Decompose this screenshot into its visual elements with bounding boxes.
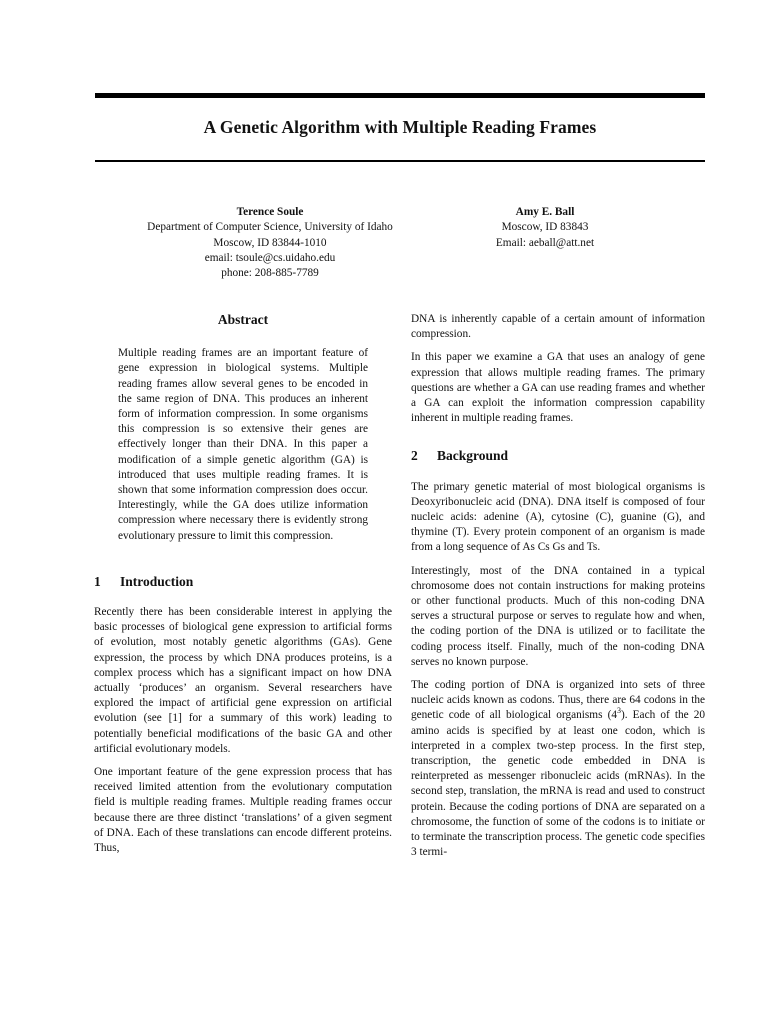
author-address: Moscow, ID 83844-1010 <box>213 236 327 249</box>
author-name: Terence Soule <box>236 206 304 218</box>
paragraph-text-start: The coding portion of DNA is organized into sets of three nucleic acids known as codons. Thus, there are 64 codons in the genetic code of all biological organisms (4 <box>411 679 705 722</box>
author-address: Moscow, ID 83843 <box>501 221 589 234</box>
section-title: Background <box>437 448 509 464</box>
superscript-exponent: 3 <box>616 706 621 716</box>
section-heading-background <box>411 448 705 463</box>
background-paragraph-2: Interestingly, most of the DNA contained in a typical chromosome does not contain instructions for making proteins or other functional products. Much of this non-coding DNA serves a structural purpose or serves to regulate how and when, the coding portion of the DNA is utilized or to facilitate the coding process itself. Finally, much of the non-coding DNA serves no known purpose. <box>411 564 705 668</box>
title-rule <box>95 160 705 162</box>
section-number: 1 <box>94 573 101 589</box>
top-rule <box>95 93 705 98</box>
abstract-text: Multiple reading frames are an important feature of gene expression in biological systems. Multiple reading frames allow several genes to be encoded in the same region of DNA. This produces an inherent form of information compression. In some organisms this compression is so extensive their genes are effectively longer than their DNA. In this paper a modification of a simple genetic algorithm (GA) is introduced that uses multiple reading frames. It is shown that some information compression does occur. Interestingly, while the GA does utilize information compression where necessary there is evidently strong evolutionary pressure to limit this compression. <box>118 347 368 542</box>
right-column <box>411 312 705 869</box>
paper-title: A Genetic Algorithm with Multiple Reading Frames <box>203 117 597 137</box>
background-paragraph-1: The primary genetic material of most biological organisms is Deoxyribonucleic acid (DNA). DNA itself is composed of four nucleic acids: adenine (A), cytosine (C), guanine (G), and thymine (T). Every protein component of an organism is made from a long sequence of As Cs Gs and Ts. <box>411 480 705 554</box>
intro-paragraph-2: One important feature of the gene expression process that has received limited attention from the evolutionary computation field is multiple reading frames. Multiple reading frames occur because there are three distinct ‘translations’ of a given segment of DNA. Each of these translations can encode different proteins. Thus, <box>94 766 392 855</box>
intro-paragraph-1: Recently there has been considerable interest in applying the basic processes of biological gene expression to artificial forms of evolution, most notably genetic algorithms (GAs). Gene expression, the process by which DNA produces proteins, is a complex process which has a significant impact on how DNA actually ‘produces’ an organism. Several researchers have explored the impact of artificial gene expression on artificial evolution (see [1] for a summary of this work) leading to potentially beneficial modifications of the basic GA and other artificial evolutionary models. <box>94 606 392 755</box>
section-heading-introduction <box>94 574 392 589</box>
author-block-ball <box>450 205 640 251</box>
section-number: 2 <box>411 448 418 464</box>
section-title: Introduction <box>120 573 194 589</box>
abstract-heading: Abstract <box>217 312 269 327</box>
author-email: email: tsoule@cs.uidaho.edu <box>204 251 336 264</box>
continued-paragraph: DNA is inherently capable of a certain amount of information compression. <box>411 313 705 341</box>
background-paragraph-3 <box>411 678 705 860</box>
author-email: Email: aeball@att.net <box>495 236 595 249</box>
author-block-soule <box>110 205 430 281</box>
paragraph-text-end: ). Each of the 20 amino acids is specified by at least one codon, which is interpreted in a complex two-step process. In the first step, transcription, the genetic code embedded in DNA is reinterpreted as messenger ribonucleic acids (mRNAs). In the second step, translation, the mRNA is read and used to construct protein. Because the coding portions of DNA are separated on a chromosome, the function of some of the codons is to initiate or to terminate the transcription process. The genetic code specifies 3 termi- <box>411 709 705 859</box>
author-phone: phone: 208-885-7789 <box>221 267 319 280</box>
left-column <box>94 312 392 864</box>
author-affiliation: Department of Computer Science, University of Idaho <box>147 221 393 234</box>
author-name: Amy E. Ball <box>515 206 575 218</box>
scope-paragraph: In this paper we examine a GA that uses an analogy of gene expression that allows multiple reading frames. The primary questions are whether a GA can use reading frames and whether a GA can exploit the information compression capability inherent in multiple reading frames. <box>411 351 705 425</box>
